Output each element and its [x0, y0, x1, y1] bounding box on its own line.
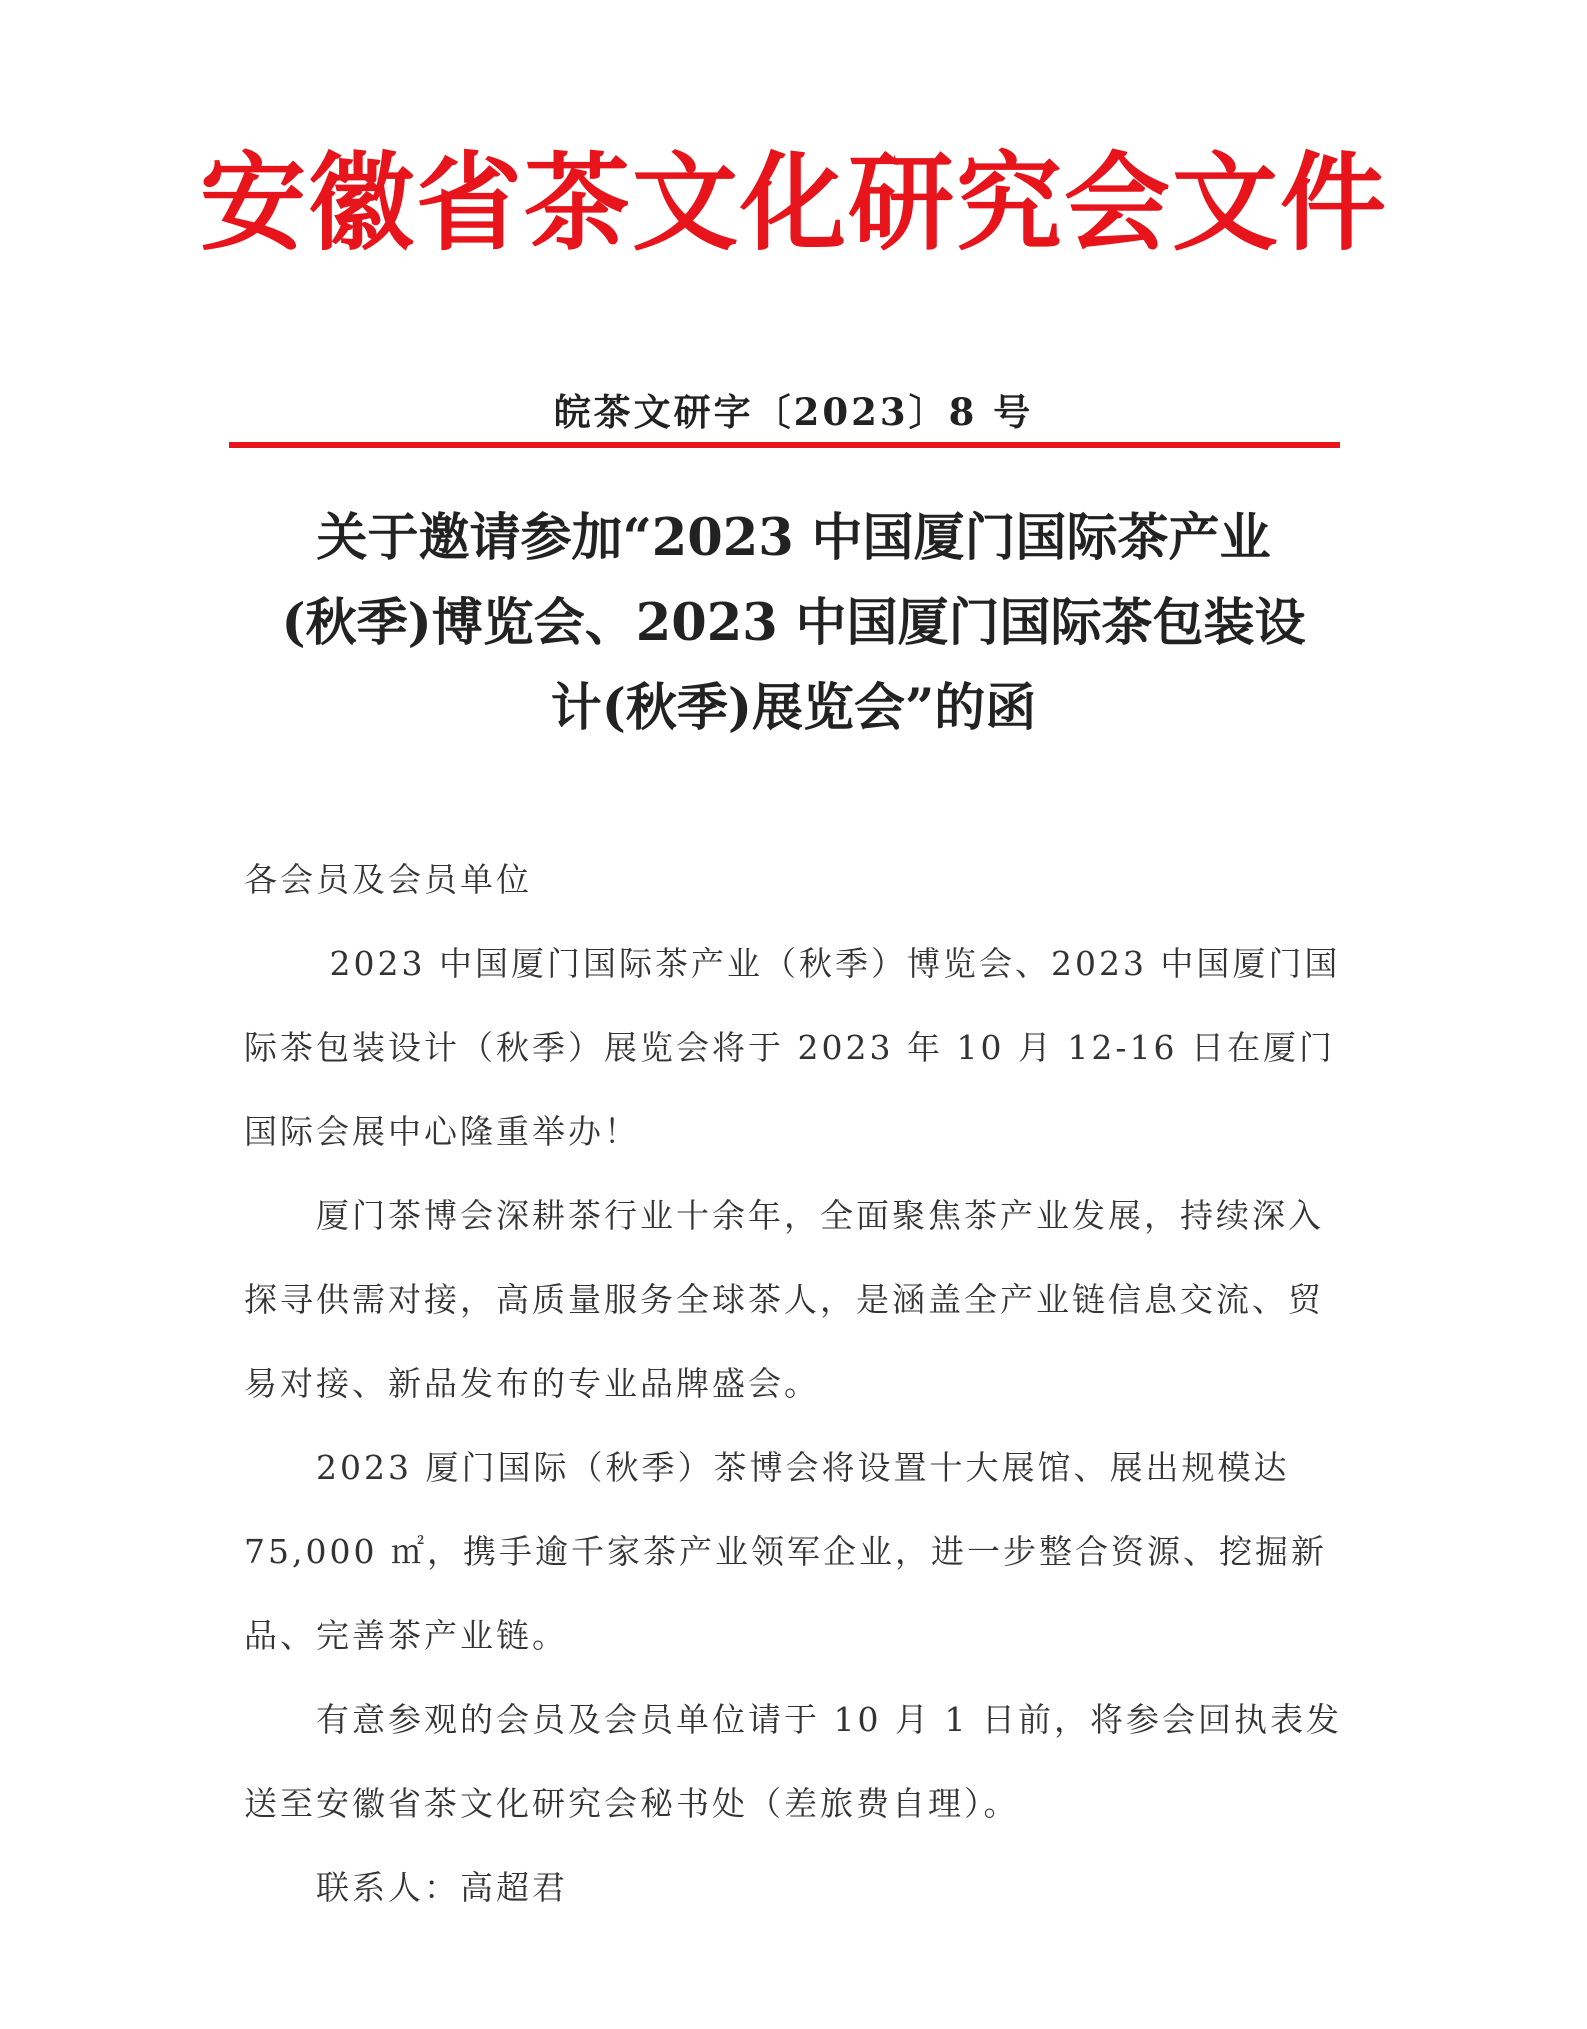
- contact-line: 联系人：高超君: [316, 1868, 568, 1907]
- paragraph-1-line-1: 2023 中国厦门国际茶产业（秋季）博览会、2023 中国厦门国: [316, 944, 1341, 983]
- paragraph-1-line-2: 际茶包装设计（秋季）展览会将于 2023 年 10 月 12-16 日在厦门: [244, 1028, 1336, 1067]
- paragraph-3-line-3: 品、完善茶产业链。: [244, 1616, 568, 1655]
- paragraph-4-line-1: 有意参观的会员及会员单位请于 10 月 1 日前，将参会回执表发: [316, 1700, 1342, 1739]
- paragraph-3-line-2: 75,000 ㎡，携手逾千家茶产业领军企业，进一步整合资源、挖掘新: [244, 1532, 1327, 1571]
- letter-title: [230, 496, 1357, 751]
- paragraph-1-continued: [244, 1006, 1354, 1174]
- paragraph-4: [244, 1678, 1354, 1762]
- red-divider-line: [229, 442, 1340, 448]
- paragraph-2-line-2: 探寻供需对接，高质量服务全球茶人，是涵盖全产业链信息交流、贸: [244, 1280, 1324, 1319]
- paragraph-3-continued: [244, 1510, 1354, 1678]
- paragraph-2-continued: [244, 1258, 1354, 1426]
- title-line-2: (秋季)博览会、2023 中国厦门国际茶包装设: [281, 593, 1306, 653]
- title-line-1: 关于邀请参加“2023 中国厦门国际茶产业: [316, 508, 1271, 568]
- paragraph-1: [244, 922, 1354, 1006]
- masthead-title: 安徽省茶文化研究会文件: [200, 142, 1388, 265]
- document-number: 皖茶文研字〔2023〕8 号: [553, 390, 1034, 434]
- paragraph-2-line-1: 厦门茶博会深耕茶行业十余年，全面聚焦茶产业发展，持续深入: [316, 1196, 1324, 1235]
- paragraph-3: [244, 1426, 1354, 1510]
- paragraph-1-line-3: 国际会展中心隆重举办！: [244, 1112, 640, 1151]
- title-line-3: 计(秋季)展览会”的函: [550, 678, 1037, 738]
- salutation: 各会员及会员单位: [244, 860, 532, 899]
- paragraph-4-continued: [244, 1762, 1354, 1846]
- letter-body: [244, 838, 1354, 1930]
- paragraph-4-line-2: 送至安徽省茶文化研究会秘书处（差旅费自理）。: [244, 1784, 1020, 1823]
- paragraph-3-line-1: 2023 厦门国际（秋季）茶博会将设置十大展馆、展出规模达: [316, 1448, 1290, 1487]
- paragraph-2-line-3: 易对接、新品发布的专业品牌盛会。: [244, 1364, 820, 1403]
- paragraph-2: [244, 1174, 1354, 1258]
